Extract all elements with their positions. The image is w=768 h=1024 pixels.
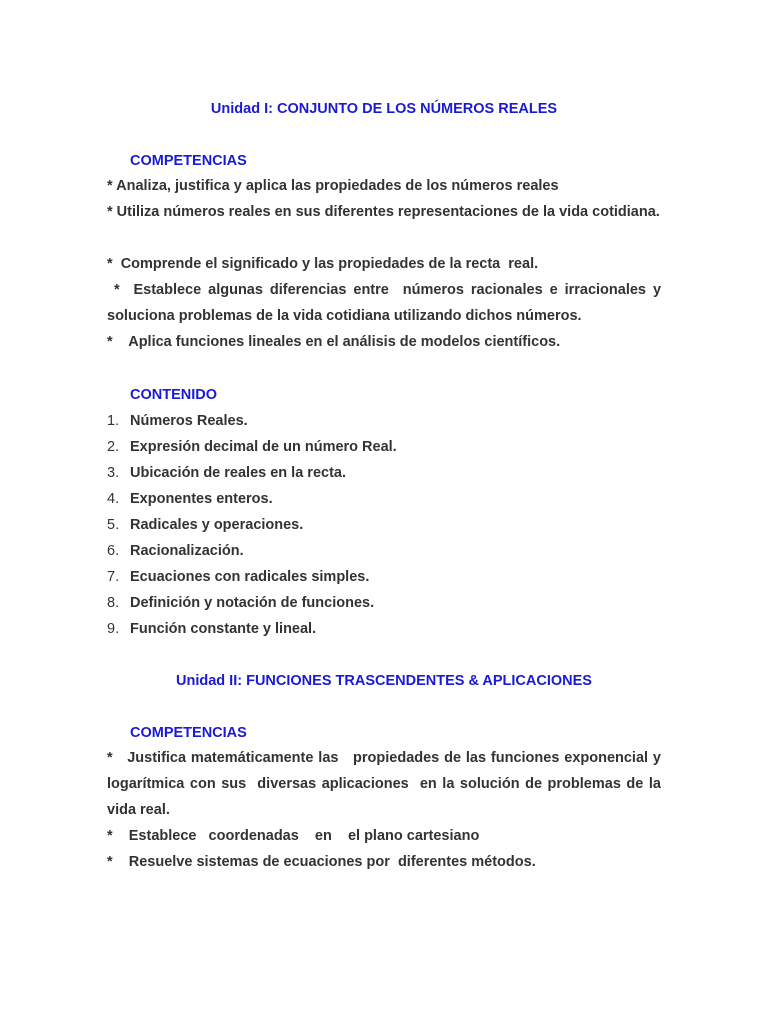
contenido-item-number: 7.: [107, 569, 120, 585]
unit1-competencia-1: * Analiza, justifica y aplica las propiedades de los números reales: [107, 178, 559, 194]
unit1-competencia-4: * Establece algunas diferencias entre números racionales e irracionales y soluciona problemas de la vida cotidiana utilizando dichos números.: [107, 282, 666, 324]
contenido-item-number: 2.: [107, 439, 120, 455]
unit1-competencias-heading: COMPETENCIAS: [130, 153, 247, 169]
contenido-item-number: 4.: [107, 491, 120, 507]
contenido-item-number: 9.: [107, 621, 120, 637]
unit1-contenido-heading: CONTENIDO: [130, 387, 217, 403]
contenido-item-number: 8.: [107, 595, 120, 611]
unit1-title: Unidad I: CONJUNTO DE LOS NÚMEROS REALES: [210, 101, 558, 117]
contenido-item-text: Función constante y lineal.: [130, 621, 317, 637]
contenido-item-number: 5.: [107, 517, 120, 533]
unit1-competencia-5: * Aplica funciones lineales en el análisis de modelos científicos.: [107, 334, 561, 350]
unit2-competencia-1: * Justifica matemáticamente las propiedades de las funciones exponencial y logarítmica con sus diversas aplicaciones en la solución de problemas de la vida real.: [107, 750, 666, 818]
contenido-item-text: Exponentes enteros.: [130, 491, 273, 507]
contenido-item-text: Ecuaciones con radicales simples.: [130, 569, 370, 585]
contenido-item-text: Números Reales.: [130, 413, 248, 429]
contenido-item-number: 1.: [107, 413, 120, 429]
contenido-item-number: 3.: [107, 465, 120, 481]
unit2-title: Unidad II: FUNCIONES TRASCENDENTES & APLICACIONES: [176, 673, 592, 689]
unit2-competencia-2: * Establece coordenadas en el plano cartesiano: [107, 828, 480, 844]
unit1-competencia-2: * Utiliza números reales en sus diferentes representaciones de la vida cotidiana.: [107, 204, 660, 220]
contenido-item-text: Definición y notación de funciones.: [130, 595, 375, 611]
contenido-item-text: Racionalización.: [130, 543, 244, 559]
unit2-competencias-heading: COMPETENCIAS: [130, 725, 247, 741]
contenido-item-text: Ubicación de reales en la recta.: [130, 465, 346, 481]
unit1-competencia-3: * Comprende el significado y las propiedades de la recta real.: [107, 256, 539, 272]
contenido-item-text: Radicales y operaciones.: [130, 517, 304, 533]
contenido-item-text: Expresión decimal de un número Real.: [130, 439, 397, 455]
contenido-item-number: 6.: [107, 543, 120, 559]
unit2-competencia-3: * Resuelve sistemas de ecuaciones por diferentes métodos.: [107, 854, 536, 870]
